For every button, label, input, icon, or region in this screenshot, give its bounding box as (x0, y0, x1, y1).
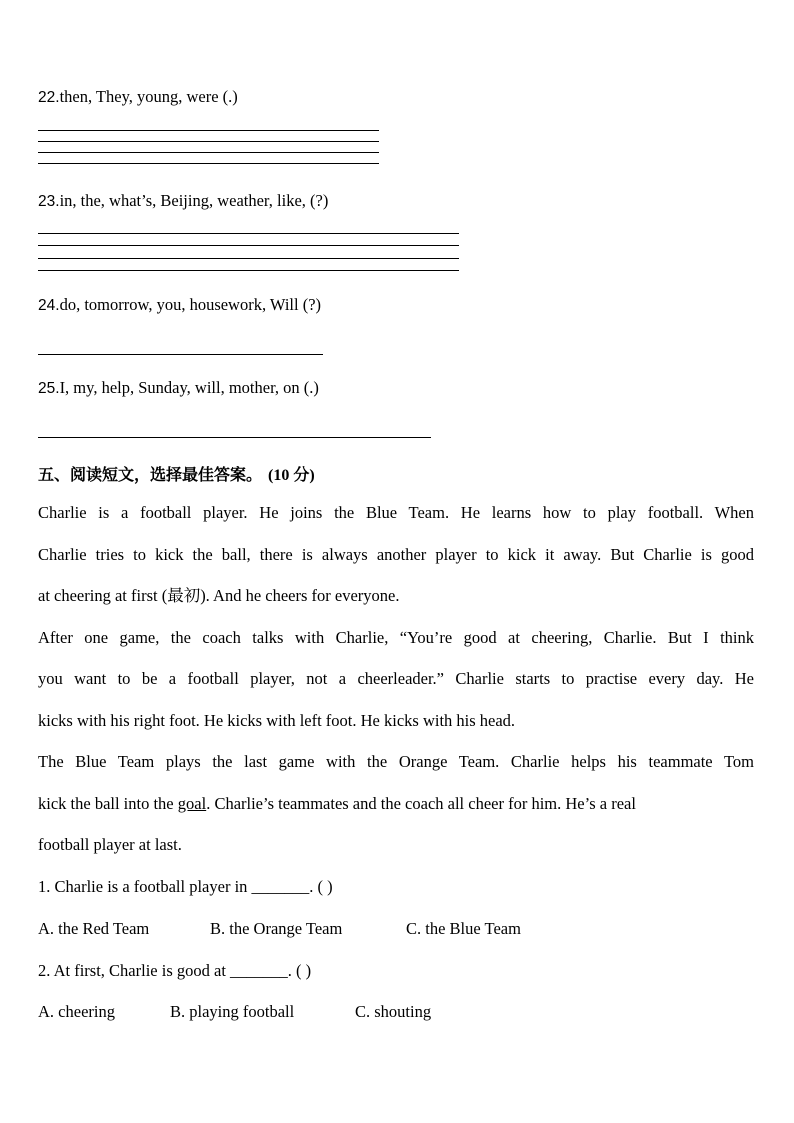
passage-text: kick the ball into the (38, 793, 178, 813)
option-c: C. shouting (355, 1002, 432, 1021)
passage-line: at cheering at first (最初). And he cheers for everyone. (38, 586, 400, 605)
underlined-word: goal (177, 793, 207, 813)
question-number: 24. (38, 297, 60, 314)
question-number: 22. (38, 89, 60, 106)
passage-line: kicks with his right foot. He kicks with left foot. He kicks with his head. (38, 710, 516, 730)
question-words: I, my, help, Sunday, will, mother, on (.) (59, 378, 319, 397)
answer-line[interactable] (38, 141, 379, 142)
question-number: 25. (38, 380, 60, 397)
answer-line[interactable] (38, 258, 459, 259)
passage-line: football player at last. (38, 835, 182, 854)
answer-line[interactable] (38, 270, 459, 271)
answer-line[interactable] (38, 233, 459, 234)
option-a: A. cheering (38, 1002, 115, 1021)
answer-line[interactable] (38, 245, 459, 246)
option-b: B. the Orange Team (210, 919, 343, 938)
mc-question-1: 1. Charlie is a football player in _______. ( ) (38, 877, 333, 896)
passage-line (38, 783, 754, 825)
question-words: in, the, what’s, Beijing, weather, like, (?) (59, 191, 329, 210)
question-23 (38, 191, 328, 211)
question-24 (38, 295, 321, 315)
question-words: do, tomorrow, you, housework, Will (?) (59, 295, 322, 314)
passage-line: The Blue Team plays the last game with the Orange Team. Charlie helps his teammate Tom (38, 752, 754, 771)
passage-text: . Charlie’s teammates and the coach all cheer for him. He’s a real (206, 793, 636, 813)
answer-line[interactable] (38, 152, 379, 153)
answer-line[interactable] (38, 163, 379, 164)
question-words: then, They, young, were (.) (59, 87, 238, 106)
answer-line[interactable] (38, 130, 379, 131)
question-22 (38, 87, 238, 107)
passage-line: you want to be a football player, not a cheerleader.” Charlie starts to practise every day. He (38, 669, 754, 688)
passage-line: After one game, the coach talks with Charlie, “You’re good at cheering, Charlie. But I think (38, 627, 754, 647)
answer-line[interactable] (38, 437, 431, 438)
section-heading (38, 462, 315, 485)
question-25 (38, 378, 319, 398)
option-c: C. the Blue Team (406, 919, 521, 938)
question-number: 23. (38, 193, 60, 210)
answer-line[interactable] (38, 354, 323, 355)
passage-line: Charlie tries to kick the ball, there is always another player to kick it away. But Charlie is good (38, 544, 754, 564)
section-title: 五、阅读短文，选择最佳答案。 (38, 465, 263, 484)
section-points: (10 分) (268, 467, 315, 484)
option-a: A. the Red Team (38, 919, 150, 938)
mc-question-2: 2. At first, Charlie is good at _______. ( ) (38, 961, 312, 980)
option-b: B. playing football (170, 1002, 295, 1021)
passage-line: Charlie is a football player. He joins the Blue Team. He learns how to play football. When (38, 503, 754, 522)
reading-passage (38, 492, 754, 866)
